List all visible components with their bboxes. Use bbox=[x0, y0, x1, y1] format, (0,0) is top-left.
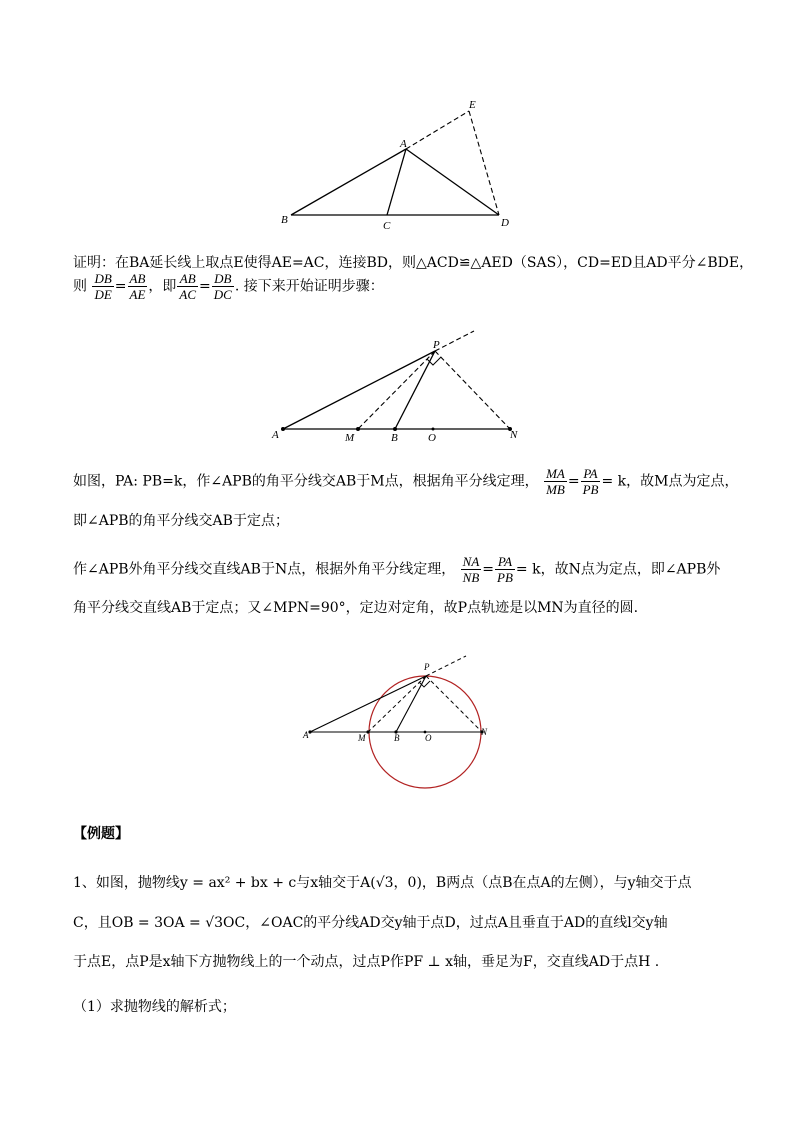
segment-AD bbox=[406, 149, 499, 215]
proof-line-2: 则 $\frac{DB}{DE}$ = $\frac{AB}{AE}$ ，即 $\frac{AB}{AC}$ = $\frac{DB}{DC}$ . 接下来开始证明步骤： bbox=[73, 271, 384, 302]
label-E: E bbox=[469, 99, 476, 111]
example-line-1: 1、如图，抛物线y = ax² + bx + c与x轴交于A(√3，0)，B两点（点B在点A的左侧），与y轴交于点 bbox=[73, 875, 692, 891]
example-heading: 【例题】 bbox=[73, 826, 129, 842]
para1-line-1: 如图，PA: PB=k，作∠APB的角平分线交AB于M点，根据角平分线定理， $\frac{MA}{MB}$ = $\frac{PA}{PB}$ = k，故M点为定点， bbox=[73, 466, 739, 497]
label-O: O bbox=[428, 432, 436, 444]
para2-line-1: 作∠APB外角平分线交直线AB于N点，根据外角平分线定理， $\frac{NA}{NB}$ = $\frac{PA}{PB}$ = k，故N点为定点，即∠APB外 bbox=[73, 554, 721, 585]
para2-text-end: = k，故N点为定点，即∠APB外 bbox=[515, 561, 721, 578]
segment-ED-dashed bbox=[469, 111, 499, 215]
fraction-NA-NB: $\frac{NA}{NB}$ bbox=[462, 554, 480, 585]
label-B: B bbox=[281, 214, 288, 226]
point-O bbox=[432, 428, 435, 431]
proof-line-1: 证明：在BA延长线上取点E使得AE=AC，连接BD，则△ACD≌△AED（SAS），CD=ED且AD平分∠BDE， bbox=[73, 255, 754, 271]
para1-text-end: = k，故M点为定点， bbox=[601, 473, 739, 490]
fraction-MA-MB: $\frac{MA}{MB}$ bbox=[546, 466, 565, 497]
point-M bbox=[356, 427, 360, 431]
segment-AE-dashed bbox=[406, 111, 469, 149]
point-B bbox=[393, 427, 397, 431]
example-line-2: C，且OB = 3OA = √3OC，∠OAC的平分线AD交y轴于点D，过点A且垂直于AD的直线l交y轴 bbox=[73, 915, 668, 931]
label-A: A bbox=[272, 429, 279, 441]
label-D: D bbox=[501, 217, 509, 229]
para2-text: 作∠APB外角平分线交直线AB于N点，根据外角平分线定理， bbox=[73, 561, 456, 578]
label-M: M bbox=[358, 733, 366, 743]
figure-apollonius-circle bbox=[298, 652, 503, 792]
segment-PM-dashed bbox=[358, 351, 435, 429]
point-M bbox=[366, 730, 369, 733]
fraction-AB-AE: $\frac{AB}{AE}$ bbox=[129, 271, 146, 302]
question-1: （1）求抛物线的解析式； bbox=[73, 999, 236, 1015]
segment-AP bbox=[310, 676, 426, 732]
fraction-PA-PB-2: $\frac{PA}{PB}$ bbox=[497, 554, 513, 585]
label-C: C bbox=[383, 220, 391, 232]
fraction-DB-DC: $\frac{DB}{DC}$ bbox=[213, 271, 232, 302]
ray-extension-dashed bbox=[426, 656, 466, 676]
para1-line-2: 即∠APB的角平分线交AB于定点； bbox=[73, 513, 289, 529]
label-B: B bbox=[394, 733, 400, 743]
segment-BA bbox=[291, 149, 406, 215]
para2-line-2: 角平分线交直线AB于定点；又∠MPN=90°，定边对定角，故P点轨迹是以MN为直径的圆. bbox=[73, 600, 639, 616]
ray-AP-extension-dashed bbox=[435, 331, 474, 351]
figure-angle-bisectors bbox=[265, 325, 545, 445]
fraction-DB-DE: $\frac{DB}{DE}$ bbox=[94, 271, 112, 302]
label-A: A bbox=[303, 730, 309, 740]
label-B: B bbox=[391, 432, 398, 444]
point-A bbox=[308, 730, 311, 733]
para1-text: 如图，PA: PB=k，作∠APB的角平分线交AB于M点，根据角平分线定理， bbox=[73, 473, 539, 490]
label-P: P bbox=[433, 339, 440, 351]
proof-next: . 接下来开始证明步骤： bbox=[234, 278, 384, 295]
proof-ie: ，即 bbox=[148, 278, 177, 295]
segment-AP bbox=[283, 351, 435, 429]
proof-then: 则 bbox=[73, 278, 87, 295]
segment-PN-dashed bbox=[435, 351, 510, 429]
label-A: A bbox=[400, 138, 407, 150]
example-line-3: 于点E，点P是x轴下方抛物线上的一个动点，过点P作PF ⊥ x轴，垂足为F，交直线AD于点H . bbox=[73, 954, 660, 970]
point-A bbox=[281, 427, 285, 431]
figure-triangle-extension bbox=[270, 92, 530, 242]
segment-PB bbox=[395, 351, 435, 429]
label-P: P bbox=[424, 662, 430, 672]
label-N: N bbox=[481, 727, 488, 737]
fraction-AB-AC: $\frac{AB}{AC}$ bbox=[179, 271, 197, 302]
label-N: N bbox=[510, 429, 518, 441]
label-M: M bbox=[345, 432, 355, 444]
fraction-PA-PB: $\frac{PA}{PB}$ bbox=[582, 466, 599, 497]
label-O: O bbox=[425, 733, 432, 743]
